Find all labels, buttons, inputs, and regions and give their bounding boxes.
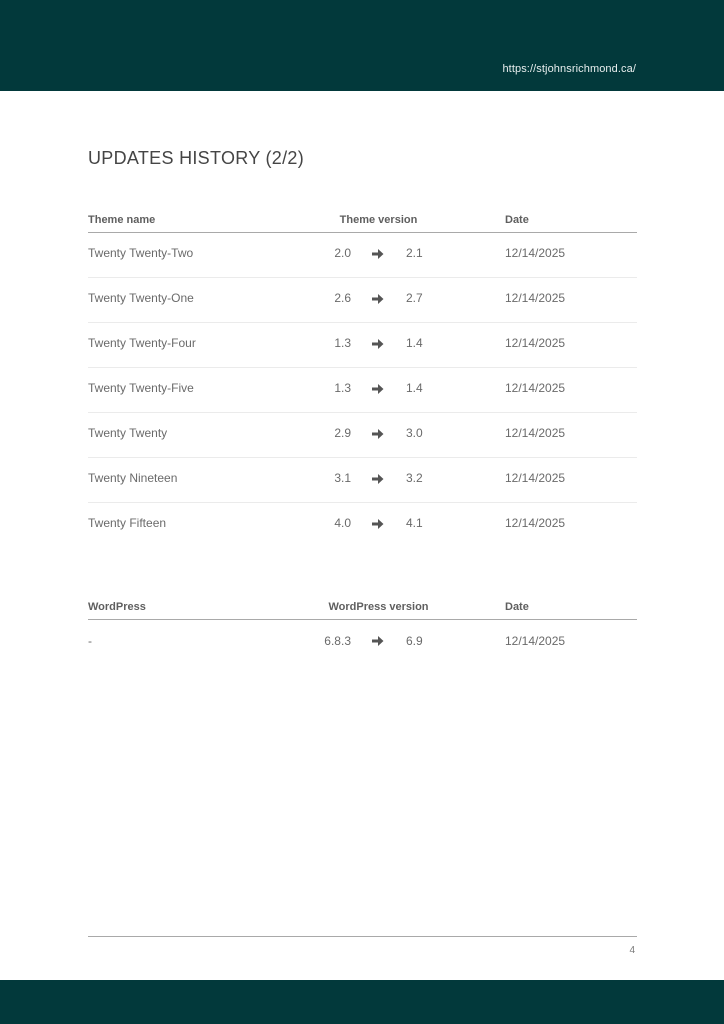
update-date: 12/14/2025 (505, 246, 566, 260)
table-row (88, 278, 637, 323)
column-header-date: Date (505, 601, 529, 613)
version-to: 6.9 (406, 634, 423, 648)
column-header-date: Date (505, 214, 529, 226)
version-from: 6.8.3 (324, 634, 351, 648)
update-date: 12/14/2025 (505, 336, 566, 350)
table-header (88, 212, 637, 233)
version-from: 4.0 (334, 516, 351, 530)
version-to: 1.4 (406, 336, 423, 350)
table-row (88, 503, 637, 547)
update-date: 12/14/2025 (505, 516, 566, 530)
theme-name: Twenty Twenty-Four (88, 336, 196, 350)
arrow-right-icon (372, 635, 384, 647)
table-row (88, 368, 637, 413)
page-number: 4 (629, 945, 635, 956)
themes-table (88, 212, 637, 547)
column-header-wordpress: WordPress (88, 601, 146, 613)
update-date: 12/14/2025 (505, 291, 566, 305)
version-from: 1.3 (334, 336, 351, 350)
table-row (88, 620, 637, 660)
version-from: 2.6 (334, 291, 351, 305)
version-to: 1.4 (406, 381, 423, 395)
arrow-right-icon (372, 383, 384, 395)
version-to: 2.7 (406, 291, 423, 305)
version-to: 3.0 (406, 426, 423, 440)
column-header-wordpress-version: WordPress version (328, 601, 429, 613)
theme-name: Twenty Twenty-Two (88, 246, 194, 260)
theme-name: Twenty Twenty (88, 426, 168, 440)
page-header (0, 0, 724, 91)
version-from: 3.1 (334, 471, 351, 485)
page-footer (0, 980, 724, 1024)
table-header (88, 599, 637, 620)
column-header-theme-version: Theme version (339, 214, 418, 226)
version-from: 2.9 (334, 426, 351, 440)
version-to: 4.1 (406, 516, 423, 530)
theme-name: Twenty Fifteen (88, 516, 167, 530)
version-from: 2.0 (334, 246, 351, 260)
update-date: 12/14/2025 (505, 426, 566, 440)
theme-name: Twenty Twenty-One (88, 291, 194, 305)
version-from: 1.3 (334, 381, 351, 395)
theme-name: Twenty Twenty-Five (88, 381, 194, 395)
version-to: 2.1 (406, 246, 423, 260)
update-date: 12/14/2025 (505, 471, 566, 485)
arrow-right-icon (372, 428, 384, 440)
wordpress-name: - (88, 634, 92, 648)
update-date: 12/14/2025 (505, 634, 566, 648)
wordpress-table (88, 599, 637, 660)
arrow-right-icon (372, 293, 384, 305)
table-row (88, 413, 637, 458)
table-row (88, 458, 637, 503)
update-date: 12/14/2025 (505, 381, 566, 395)
page-title: UPDATES HISTORY (2/2) (88, 148, 305, 168)
version-to: 3.2 (406, 471, 423, 485)
footer-divider (88, 936, 637, 937)
arrow-right-icon (372, 473, 384, 485)
table-row (88, 233, 637, 278)
arrow-right-icon (372, 248, 384, 260)
site-url[interactable]: https://stjohnsrichmond.ca/ (502, 63, 636, 75)
column-header-theme-name: Theme name (88, 214, 156, 226)
theme-name: Twenty Nineteen (88, 471, 178, 485)
arrow-right-icon (372, 338, 384, 350)
table-row (88, 323, 637, 368)
arrow-right-icon (372, 518, 384, 530)
